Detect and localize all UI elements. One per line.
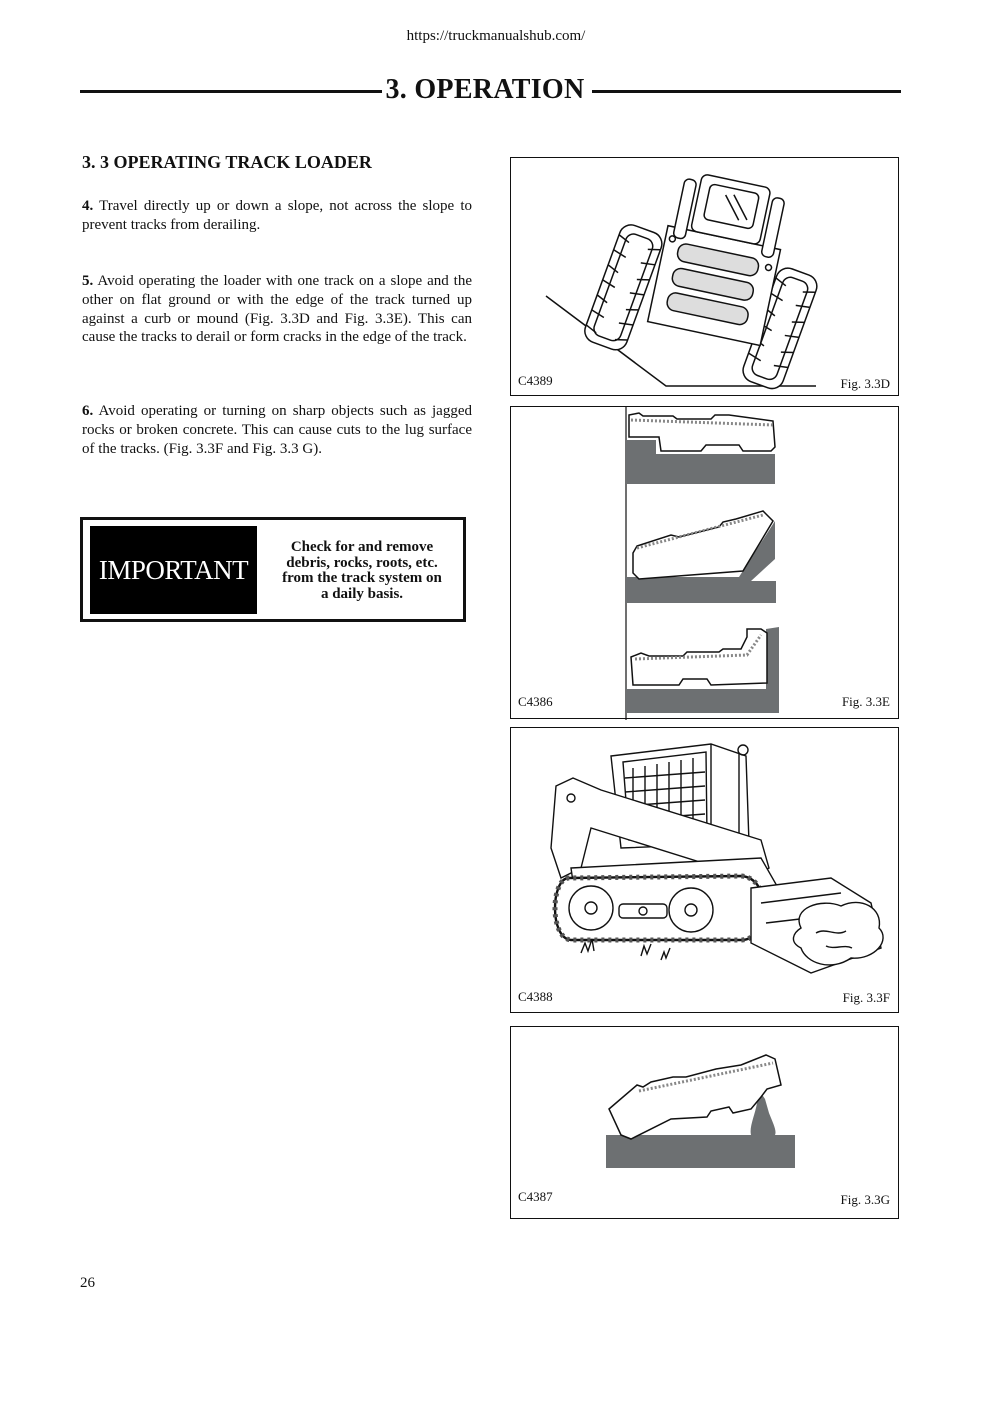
important-line: a daily basis. <box>320 585 404 602</box>
figure-3-3g <box>510 1026 899 1219</box>
figure-code: C4388 <box>518 989 553 1004</box>
paragraph-6-text: Avoid operating or turning on sharp objects such as jagged rocks or broken concrete. This can cause cuts to the lug surface of the tracks. (Fig. 3.3F and Fig. 3.3 G). <box>82 403 472 457</box>
chapter-rule-right <box>592 90 901 93</box>
figure-code: C4389 <box>518 373 553 388</box>
paragraph-4 <box>82 197 472 235</box>
figure-3-3e <box>510 406 899 719</box>
loader-on-slope-illustration <box>511 158 900 397</box>
chapter-rule-left <box>80 90 382 93</box>
paragraph-6-number: 6. <box>82 403 94 419</box>
figure-3-3f <box>510 727 899 1013</box>
track-loader-illustration <box>511 728 900 1014</box>
source-url: https://truckmanualshub.com/ <box>406 28 586 44</box>
paragraph-5-text: Avoid operating the loader with one track on a slope and the other on flat ground or with the edge of the track turned up against a curb or mound (Fig. 3.3D and Fig. 3.3E). This can cause the tracks to derail or form cracks in the edge of the track. <box>82 273 472 346</box>
figure-caption: Fig. 3.3E <box>841 694 890 709</box>
paragraph-4-number: 4. <box>82 198 94 214</box>
chapter-title: 3. OPERATION <box>385 74 585 105</box>
important-line: debris, rocks, roots, etc. <box>286 554 438 571</box>
important-line: Check for and remove <box>290 539 434 555</box>
important-label: IMPORTANT <box>90 526 257 614</box>
figure-code: C4386 <box>518 694 553 709</box>
figure-caption: Fig. 3.3F <box>842 990 890 1005</box>
paragraph-5 <box>82 272 472 347</box>
paragraph-6 <box>82 402 472 458</box>
paragraph-4-text: Travel directly up or down a slope, not across the slope to prevent tracks from derailing. <box>82 198 472 233</box>
figure-code: C4387 <box>518 1189 553 1204</box>
page-number: 26 <box>80 1275 95 1291</box>
paragraph-5-number: 5. <box>82 273 94 289</box>
track-against-curb-illustration <box>511 407 900 720</box>
figure-caption: Fig. 3.3D <box>840 376 890 391</box>
important-notice <box>80 517 466 622</box>
important-line: from the track system on <box>282 570 442 586</box>
figure-3-3d <box>510 157 899 396</box>
section-title: 3. 3 OPERATING TRACK LOADER <box>82 152 372 172</box>
figure-caption: Fig. 3.3G <box>840 1192 890 1207</box>
important-text <box>269 540 455 602</box>
